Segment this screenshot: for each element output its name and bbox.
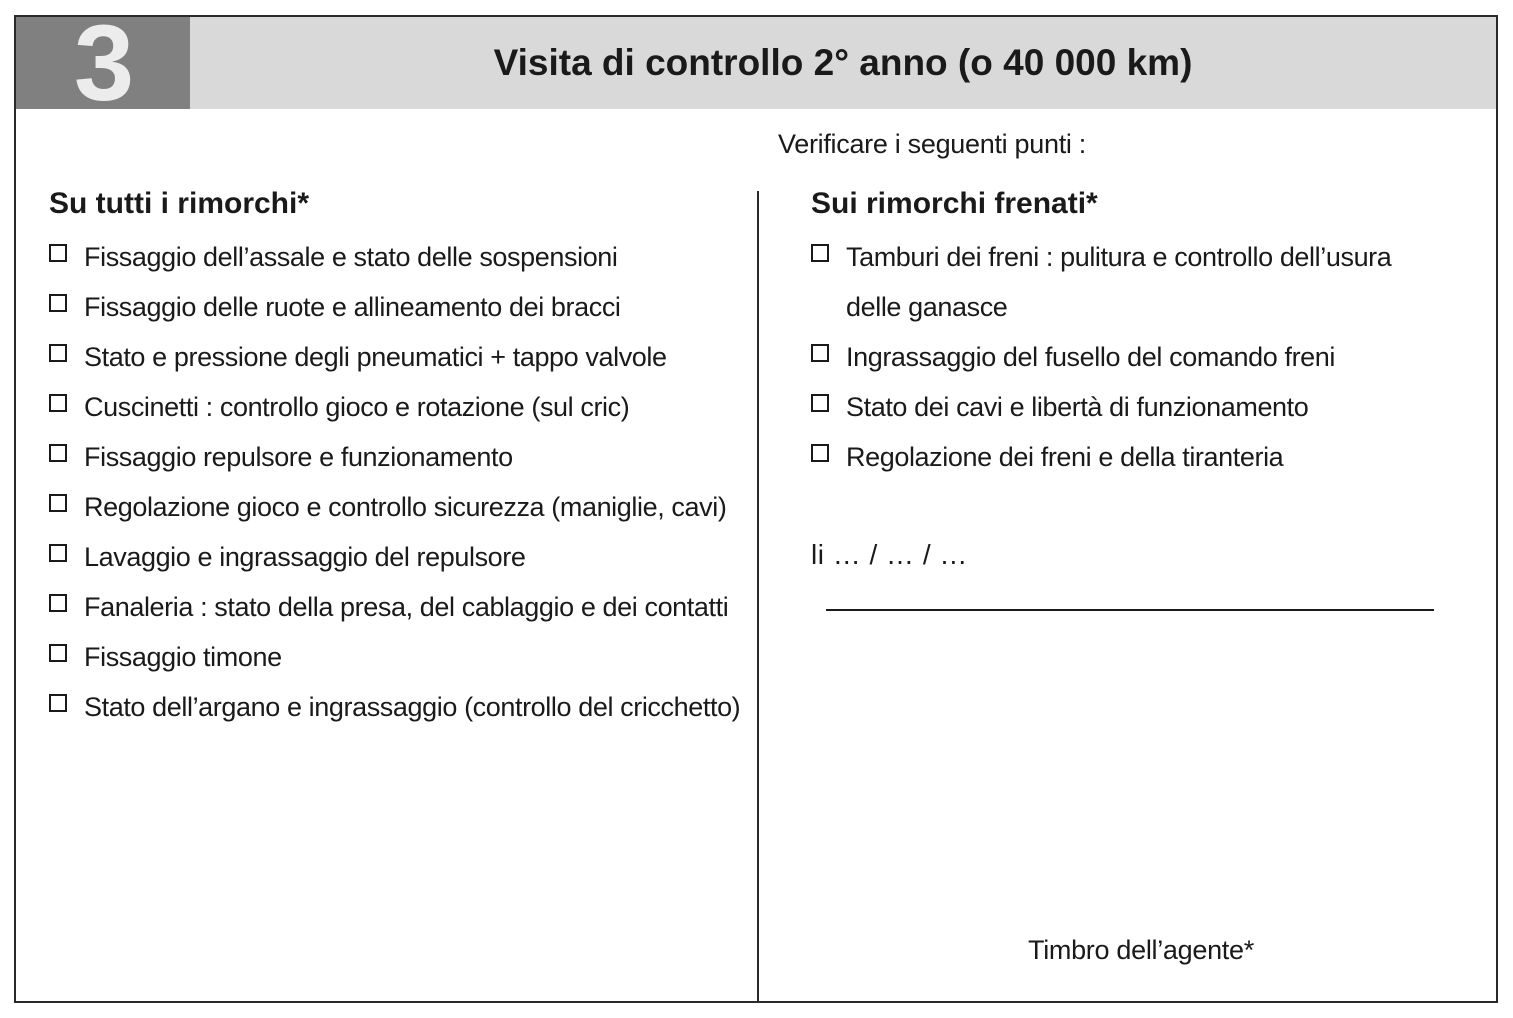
- checkbox-icon[interactable]: [811, 444, 829, 462]
- intro-text: Verificare i seguenti punti :: [778, 129, 1086, 159]
- checkbox-icon[interactable]: [811, 344, 829, 362]
- checklist-item: Fissaggio timone: [49, 632, 749, 682]
- checkbox-icon[interactable]: [49, 494, 67, 512]
- checkbox-icon[interactable]: [811, 394, 829, 412]
- checklist-item: Cuscinetti : controllo gioco e rotazione (sul cric): [49, 382, 749, 432]
- checkbox-icon[interactable]: [49, 444, 67, 462]
- checklist-item: Tamburi dei freni : pulitura e controllo dell’usura delle ganasce: [811, 232, 1421, 332]
- checklist-item: Regolazione dei freni e della tiranteria: [811, 432, 1421, 482]
- checkbox-icon[interactable]: [49, 244, 67, 262]
- step-number: 3: [16, 17, 190, 109]
- right-checklist: [811, 232, 1421, 482]
- signature-line[interactable]: [826, 609, 1434, 611]
- left-column-title: Su tutti i rimorchi*: [49, 187, 310, 220]
- service-card: [14, 15, 1498, 1003]
- checklist-item: Ingrassaggio del fusello del comando freni: [811, 332, 1421, 382]
- column-divider: [757, 191, 759, 1003]
- checkbox-icon[interactable]: [49, 294, 67, 312]
- checklist-item: Fissaggio dell’assale e stato delle sospensioni: [49, 232, 749, 282]
- card-header: [16, 17, 1496, 109]
- checklist-item: Stato dei cavi e libertà di funzionamento: [811, 382, 1421, 432]
- date-field[interactable]: li … / … / …: [811, 539, 968, 570]
- checklist-item: Fanaleria : stato della presa, del cablaggio e dei contatti: [49, 582, 749, 632]
- checkbox-icon[interactable]: [49, 644, 67, 662]
- checklist-item: Fissaggio delle ruote e allineamento dei bracci: [49, 282, 749, 332]
- checkbox-icon[interactable]: [49, 694, 67, 712]
- checkbox-icon[interactable]: [49, 544, 67, 562]
- checkbox-icon[interactable]: [49, 344, 67, 362]
- checklist-item: Lavaggio e ingrassaggio del repulsore: [49, 532, 749, 582]
- checklist-item: Stato e pressione degli pneumatici + tappo valvole: [49, 332, 749, 382]
- checklist-item: Stato dell’argano e ingrassaggio (controllo del cricchetto): [49, 682, 749, 732]
- agent-stamp-label: Timbro dell’agente*: [1028, 935, 1254, 965]
- checklist-item: Fissaggio repulsore e funzionamento: [49, 432, 749, 482]
- checkbox-icon[interactable]: [811, 244, 829, 262]
- checkbox-icon[interactable]: [49, 394, 67, 412]
- checklist-item: Regolazione gioco e controllo sicurezza (maniglie, cavi): [49, 482, 749, 532]
- right-column-title: Sui rimorchi frenati*: [811, 187, 1098, 220]
- card-title: Visita di controllo 2° anno (o 40 000 km): [493, 42, 1193, 83]
- checkbox-icon[interactable]: [49, 594, 67, 612]
- left-checklist: [49, 232, 749, 732]
